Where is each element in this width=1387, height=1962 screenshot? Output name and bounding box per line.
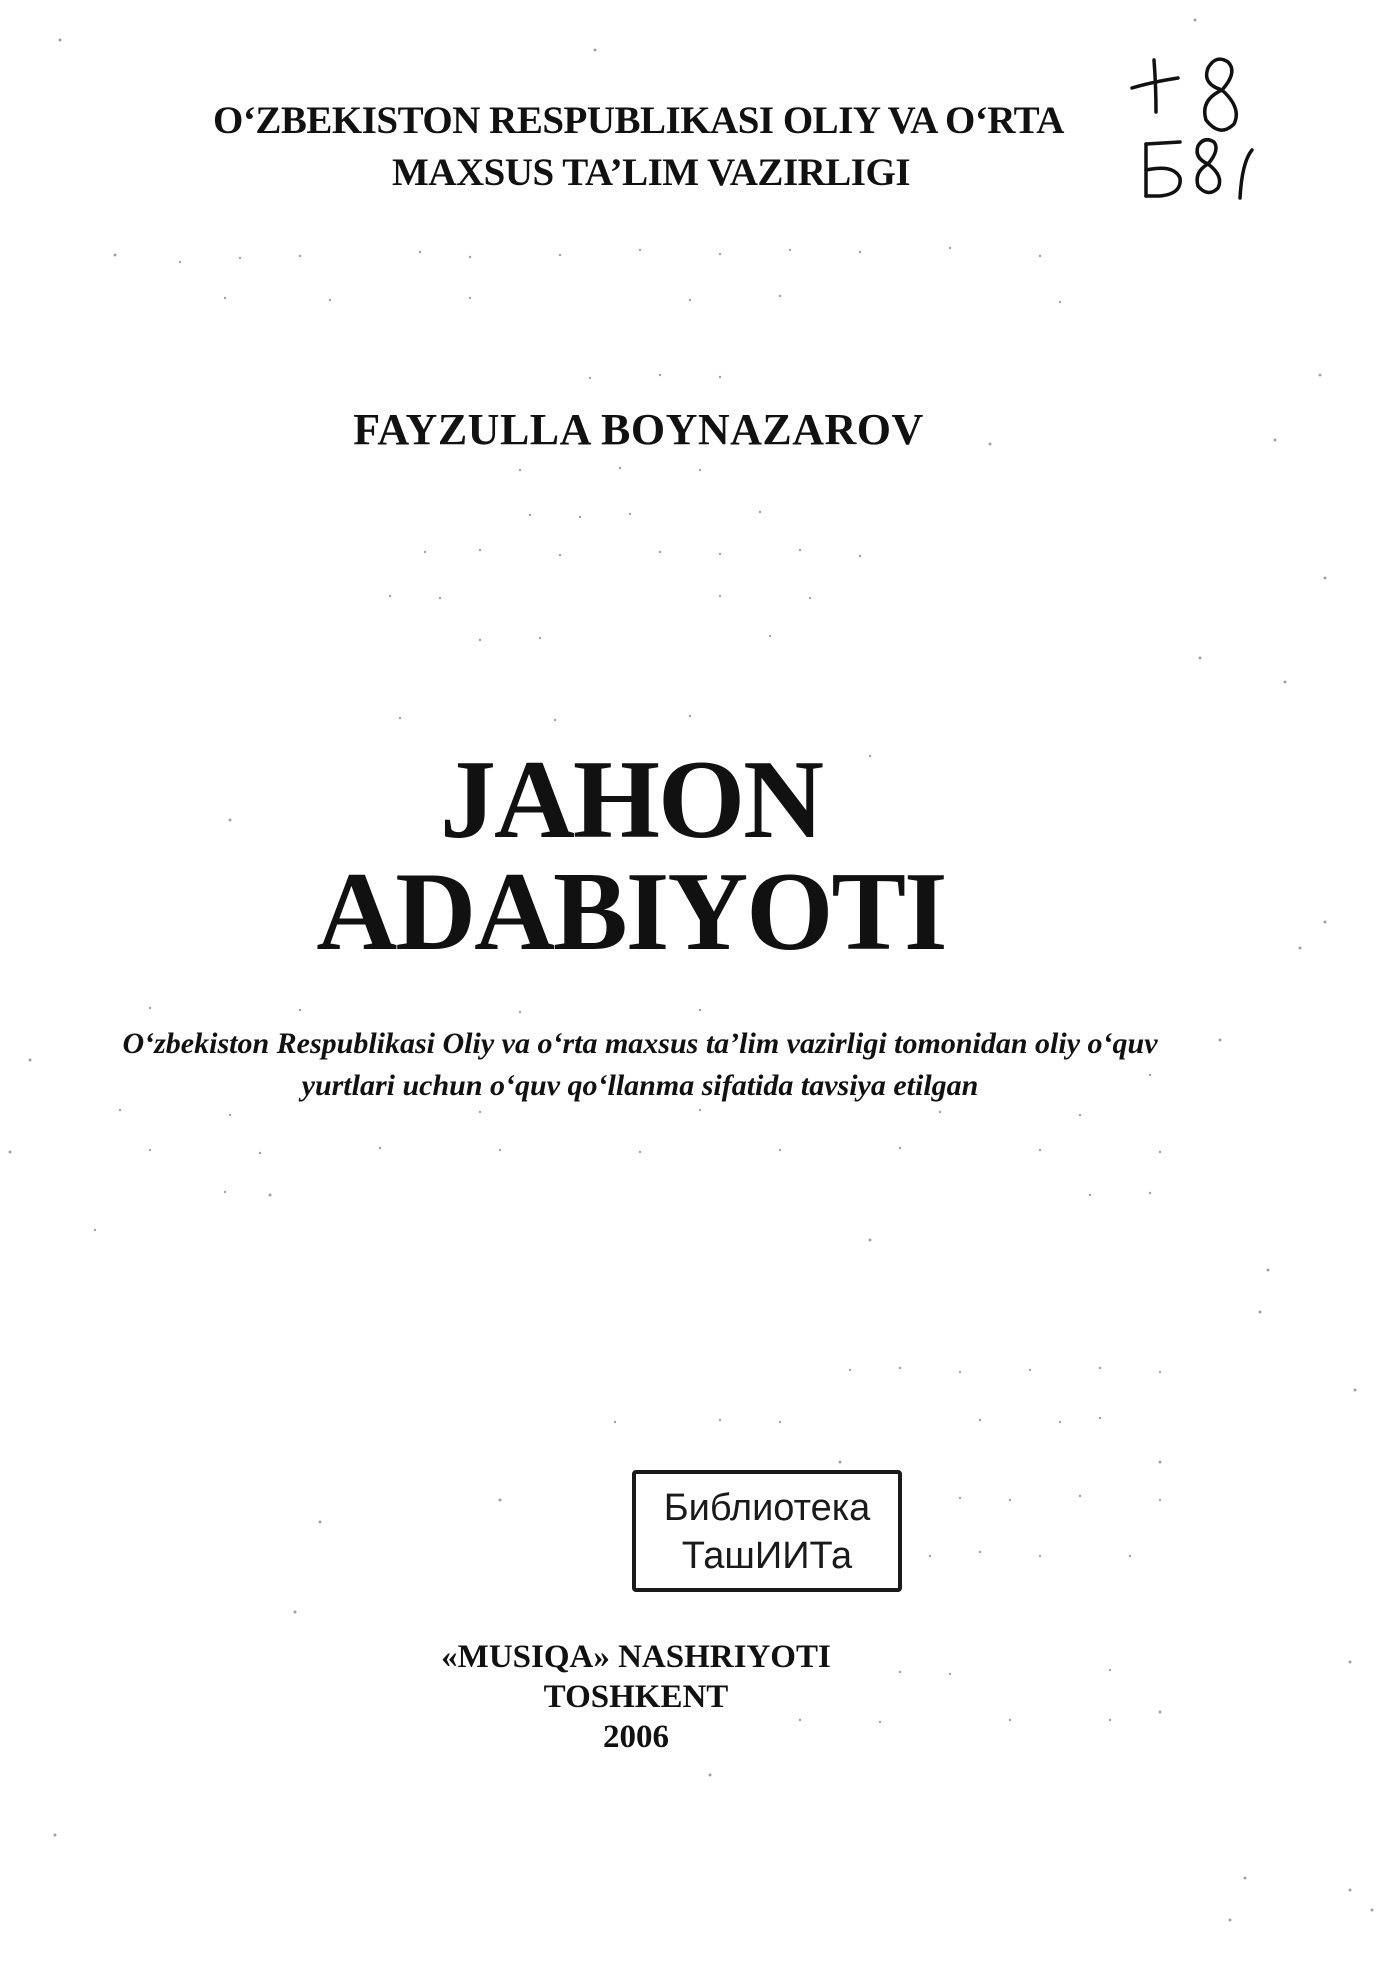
book-title-line-1: JAHON <box>440 738 822 862</box>
book-title <box>0 738 1387 974</box>
recommendation-text: O‘zbekiston Respublikasi Oliy va o‘rta maxsus ta’lim vazirligi tomonidan oliy o‘quv yurtlari uchun o‘quv qo‘llanma sifatida tavsiya etilgan <box>122 1027 1158 1102</box>
publisher-name: «MUSIQA» NASHRIYOTI <box>441 1639 831 1675</box>
stamp-line-2: ТашИИТа <box>681 1535 853 1577</box>
book-title-line-2: ADABIYOTI <box>316 850 946 974</box>
library-stamp <box>632 1470 902 1592</box>
ministry-line-1: O‘ZBEKISTON RESPUBLIKASI OLIY VA O‘RTA <box>213 99 1064 142</box>
publisher-block <box>0 1637 1387 1757</box>
ministry-line-2: MAXSUS TA’LIM VAZIRLIGI <box>391 151 910 194</box>
stamp-line-1: Библиотека <box>663 1487 871 1529</box>
handwritten-shelf-mark <box>1110 38 1310 208</box>
publisher-city: TOSHKENT <box>543 1679 729 1715</box>
author-name: FAYZULLA BOYNAZAROV <box>353 405 924 454</box>
publication-year: 2006 <box>603 1719 669 1755</box>
